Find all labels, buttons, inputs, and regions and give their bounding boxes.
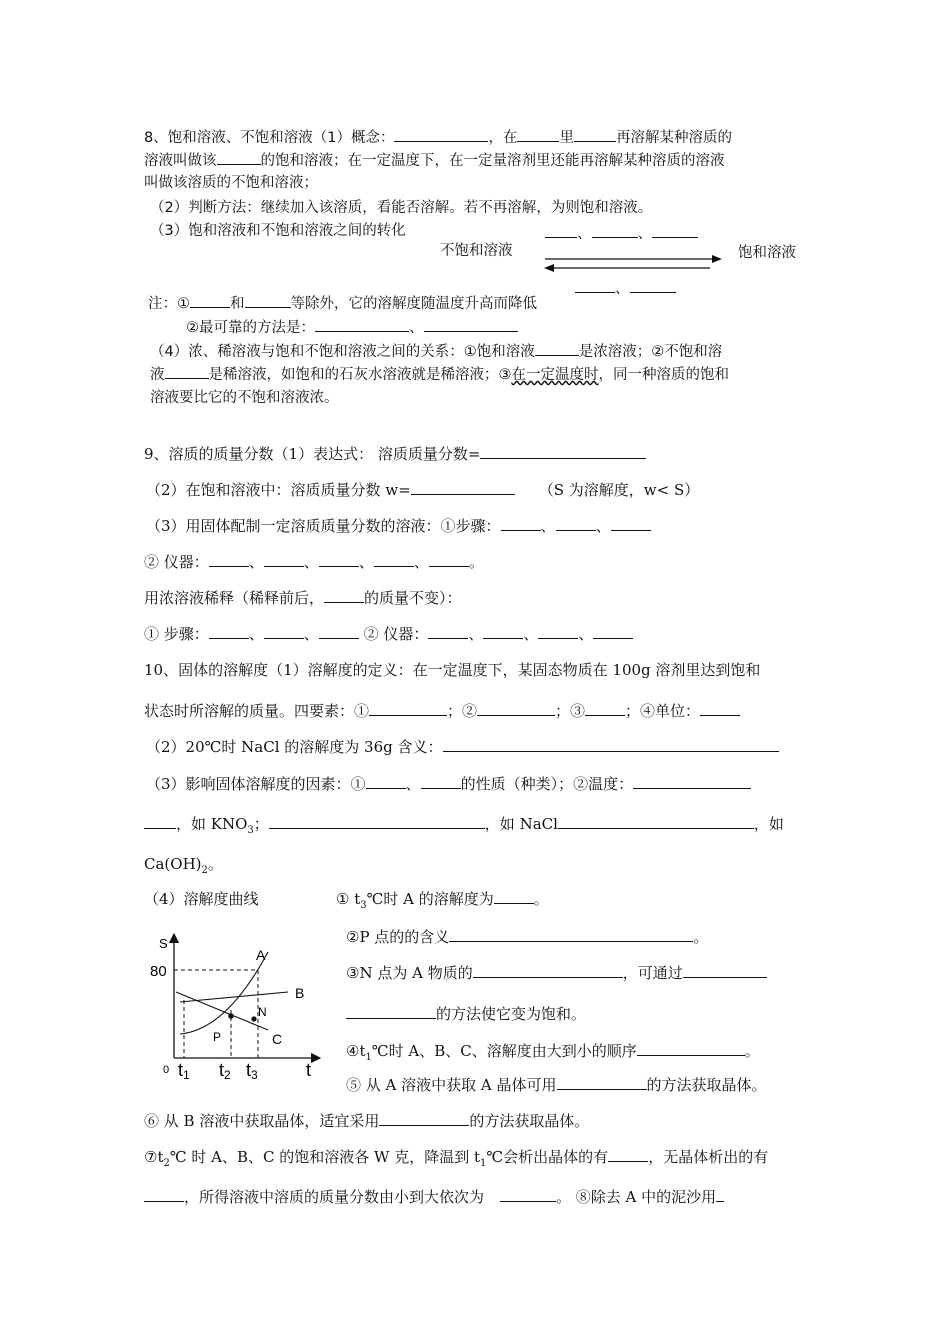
curve-q6: ⑥ 从 B 溶液中获取晶体，适宜采用 的方法获取晶体。 [144, 1112, 590, 1130]
blank[interactable] [585, 700, 625, 716]
backward-arrowhead [544, 264, 554, 272]
q8-line-8: （4）浓、稀溶液与饱和不饱和溶液之间的关系：①饱和溶液 是浓溶液；②不饱和溶 [150, 340, 722, 363]
curve-q3-cont: 的方法使它变为饱和。 [346, 1003, 586, 1025]
blank[interactable] [443, 736, 779, 752]
q8-line-3: 叫做该溶质的不饱和溶液； [144, 175, 318, 191]
q10-line-5: ，如 $KNO_3$； ，如 NaCl ，如 [144, 813, 784, 842]
blank[interactable] [716, 1186, 724, 1202]
curve-q3: ③N 点为 A 物质的 ，可通过 [346, 962, 767, 984]
solubility-graph [150, 930, 326, 1082]
blank[interactable] [611, 515, 651, 531]
blank[interactable] [683, 962, 767, 978]
blank[interactable] [411, 479, 515, 495]
blank[interactable] [538, 623, 578, 639]
q10-line-1: 10、固体的溶解度（1）溶解度的定义：在一定温度下，某固态物质在 100g 溶剂里达到饱和 [144, 661, 761, 679]
blank[interactable] [319, 623, 359, 639]
blank[interactable] [217, 149, 261, 165]
q10-line-2: 状态时所溶解的质量。四要素：① ；② ；③ ；④单位： [144, 700, 740, 722]
blank[interactable] [449, 926, 693, 942]
blank[interactable] [473, 962, 623, 978]
q9-line-5: 用浓溶液稀释（稀释前后， 的质量不变）： [144, 589, 462, 607]
blank[interactable] [428, 623, 468, 639]
curve-q4: $④t_1℃$时 A、B、C、溶解度由大到小的顺序 。 [346, 1042, 760, 1063]
point-n-label: N [258, 1005, 267, 1019]
blank[interactable] [144, 1186, 184, 1202]
blank[interactable] [557, 1074, 647, 1090]
curve-a-label: A [256, 947, 266, 963]
q8-note-2: ②最可靠的方法是： 、 [186, 316, 518, 339]
q9-line-4: ② 仪器： 、 、 、 、 。 [144, 553, 484, 571]
blank[interactable] [424, 316, 518, 332]
blank[interactable] [593, 623, 633, 639]
q8-line-5: （3）饱和溶液和不饱和溶液之间的转化 [150, 223, 406, 239]
blank[interactable] [379, 1110, 469, 1126]
blank[interactable] [592, 222, 638, 238]
blank[interactable] [637, 1040, 745, 1056]
point-p-dot [228, 1013, 234, 1019]
q9-line-2: （2）在饱和溶液中：溶质质量分数 w= （S 为溶解度，w< S） [146, 481, 700, 499]
curve-q1: ① $t_3℃$时 A 的溶解度为 。 [336, 890, 549, 911]
blank[interactable] [633, 773, 751, 789]
curve-q8: ，所得溶液中溶质的质量分数由小到大依次为 。 ⑧除去 A 中的泥沙用 [144, 1186, 724, 1208]
q10-line-4: （3）影响固体溶解度的因素：① 、 的性质（种类）；②温度： [146, 773, 751, 795]
blank[interactable] [190, 292, 230, 308]
q9-line-6: ① 步骤： 、 、 ② 仪器： 、 、 、 [144, 623, 633, 645]
blank[interactable] [483, 623, 523, 639]
blank[interactable] [319, 551, 359, 567]
q8-note-1: 注：① 和 等除外，它的溶解度随温度升高而降低 [148, 292, 537, 315]
saturated-label: 饱和溶液 [738, 245, 796, 261]
blank[interactable] [264, 551, 304, 567]
y-axis-label: S [159, 936, 168, 951]
blank[interactable] [652, 222, 698, 238]
blank[interactable] [480, 443, 646, 459]
blank[interactable] [324, 587, 364, 603]
blank[interactable] [165, 363, 209, 379]
blank[interactable] [209, 551, 249, 567]
tick-t3: t3 [246, 1060, 258, 1082]
blank[interactable] [144, 813, 176, 829]
q9-line-1: 9、溶质的质量分数（1）表达式： 溶质质量分数= [144, 443, 646, 465]
q8-line-4: （2）判断方法：继续加入该溶质，看能否溶解。若不再溶解，为则饱和溶液。 [150, 200, 653, 216]
blank[interactable] [558, 813, 754, 829]
curve-b-label: B [295, 985, 305, 1001]
blank[interactable] [209, 623, 249, 639]
unsaturated-label: 不饱和溶液 [440, 243, 513, 259]
blank[interactable] [494, 888, 534, 904]
q9-line-3: （3）用固体配制一定溶质质量分数的溶液：①步骤： 、 、 [146, 515, 651, 537]
q8-line-2: 溶液叫做该 的饱和溶液；在一定温度下，在一定量溶剂里还能再溶解某种溶质的溶液 [144, 149, 725, 172]
y-tick-80: 80 [150, 963, 167, 980]
blank[interactable] [429, 551, 469, 567]
q10-line-6: $Ca(OH)_2$。 [144, 855, 223, 876]
blank[interactable] [245, 292, 291, 308]
blank[interactable] [556, 515, 596, 531]
point-p-label: P [213, 1030, 222, 1044]
blank[interactable] [264, 623, 304, 639]
blank[interactable] [608, 1146, 648, 1162]
q8-line-10: 溶液要比它的不饱和溶液浓。 [150, 390, 339, 406]
point-n-dot [251, 1016, 256, 1021]
origin-label: 0 [163, 1064, 170, 1076]
blank[interactable] [500, 1186, 556, 1202]
q10-line-3: （2）20℃时 NaCl 的溶解度为 36g 含义： [146, 736, 779, 758]
tick-t2: t2 [219, 1060, 231, 1082]
curve-c-label: C [272, 1031, 283, 1047]
blank[interactable] [421, 773, 461, 789]
q8-line-1: 8、饱和溶液、不饱和溶液（1）概念： ，在 里 再溶解某种溶质的 [144, 126, 732, 149]
blank[interactable] [374, 551, 414, 567]
conversion-arrows [540, 250, 730, 274]
curve-title: （4）溶解度曲线 [144, 890, 259, 908]
blank[interactable] [700, 700, 740, 716]
curve-q5: ⑤ 从 A 溶液中获取 A 晶体可用 的方法获取晶体。 [346, 1076, 767, 1094]
q8-line-9: 液 是稀溶液，如饱和的石灰水溶液就是稀溶液；③在一定温度时，同一种溶质的饱和 [150, 363, 729, 386]
blank[interactable] [545, 222, 577, 238]
blank[interactable] [366, 773, 406, 789]
blank[interactable] [501, 515, 541, 531]
curve-q7: $⑦t_2℃$ 时 A、B、C 的饱和溶液各 W 克，降温到 $t_1℃$会析出晶体的有 ，无晶体析出的有 [144, 1148, 769, 1169]
x-axis-label: t [306, 1060, 312, 1080]
blank[interactable] [394, 126, 488, 142]
blank[interactable] [517, 126, 559, 142]
blank[interactable] [269, 813, 485, 829]
blank[interactable] [535, 340, 579, 356]
blank[interactable] [477, 700, 555, 716]
blank[interactable] [346, 1003, 436, 1019]
blank[interactable] [315, 316, 409, 332]
blank[interactable] [575, 277, 615, 293]
forward-arrowhead [712, 255, 722, 263]
curve-q2: ②P 点的的含义 。 [346, 928, 709, 946]
blank[interactable] [630, 277, 676, 293]
tick-t1: t1 [178, 1060, 190, 1082]
blank[interactable] [574, 126, 616, 142]
conversion-blanks-bottom: 、 [575, 277, 676, 300]
curve-a [180, 952, 268, 1034]
conversion-blanks-top: 、 、 [545, 222, 698, 245]
blank[interactable] [369, 700, 447, 716]
